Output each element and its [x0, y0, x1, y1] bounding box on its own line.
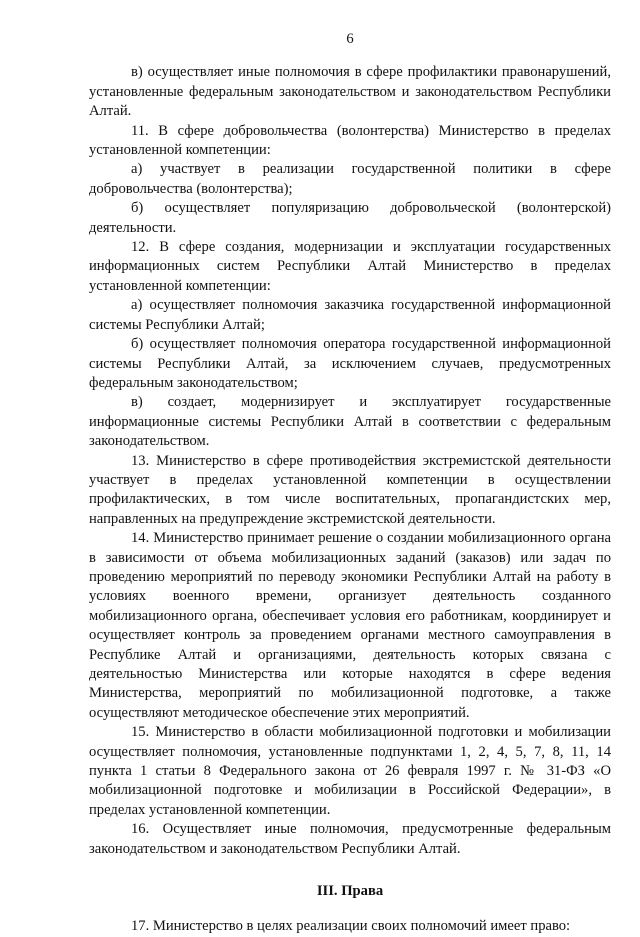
paragraph-13: 13. Министерство в сфере противодействия экстремистской деятельности участвует в пределах установленной компетенции в осуществлении профилактических, в том числе воспитательных, пропагандистских мер, направленных на предупреждение экстремистской деятельности.: [89, 452, 611, 527]
paragraph-12: 12. В сфере создания, модернизации и эксплуатации государственных информационных систем Республики Алтай Министерство в пределах установленной компетенции:: [89, 239, 611, 294]
document-page: [89, 30, 611, 937]
section-title: III. Права: [316, 883, 384, 900]
paragraph-11b: б) осуществляет популяризацию добровольческой (волонтерской) деятельности.: [89, 200, 611, 236]
paragraph-12a: а) осуществляет полномочия заказчика государственной информационной системы Республики Алтай;: [89, 297, 611, 333]
paragraph-16: 16. Осуществляет иные полномочия, предусмотренные федеральным законодательством и законодательством Республики Алтай.: [89, 821, 611, 857]
paragraph-15: 15. Министерство в области мобилизационной подготовки и мобилизации осуществляет полномочия, установленные подпунктами 1, 2, 4, 5, 7, 8, 11, 14 пункта 1 статьи 8 Федерального закона от 26 февраля 1997 г. № 31-ФЗ «О мобилизационной подготовке и мобилизации в Российской Федерации», в пределах установленной компетенции.: [89, 724, 611, 818]
page-number: 6: [346, 31, 354, 47]
paragraph-11: 11. В сфере добровольчества (волонтерства) Министерство в пределах установленной компетенции:: [89, 122, 611, 159]
paragraph-10v: в) осуществляет иные полномочия в сфере профилактики правонарушений, установленные федеральным законодательством и законодательством Республики Алтай.: [89, 64, 611, 120]
paragraph-12b: б) осуществляет полномочия оператора государственной информационной системы Республики Алтай, за исключением случаев, предусмотренных федеральным законодательством;: [89, 336, 611, 391]
paragraph-12v: в) создает, модернизирует и эксплуатирует государственные информационные системы Республики Алтай в соответствии с федеральным законодательством.: [89, 394, 611, 450]
paragraph-14: 14. Министерство принимает решение о создании мобилизационного органа в зависимости от объема мобилизационных заданий (заказов) или задач по проведению мероприятий по переводу экономики Республики Алтай на работу в условиях военного времени, организует деятельность созданного мобилизационного органа, обеспечивает условия его работникам, координирует и осуществляет контроль за проведением органами местного самоуправления в Республике Алтай и организациями, деятельность которых связана с деятельностью Министерства или которые находятся в сфере ведения Министерства, мероприятий по мобилизационной подготовке, а также осуществляют методическое обеспечение этих мероприятий.: [89, 530, 611, 721]
paragraph-11a: а) участвует в реализации государственной политики в сфере добровольчества (волонтерства);: [89, 161, 611, 197]
paragraph-17: 17. Министерство в целях реализации своих полномочий имеет право:: [131, 918, 571, 935]
